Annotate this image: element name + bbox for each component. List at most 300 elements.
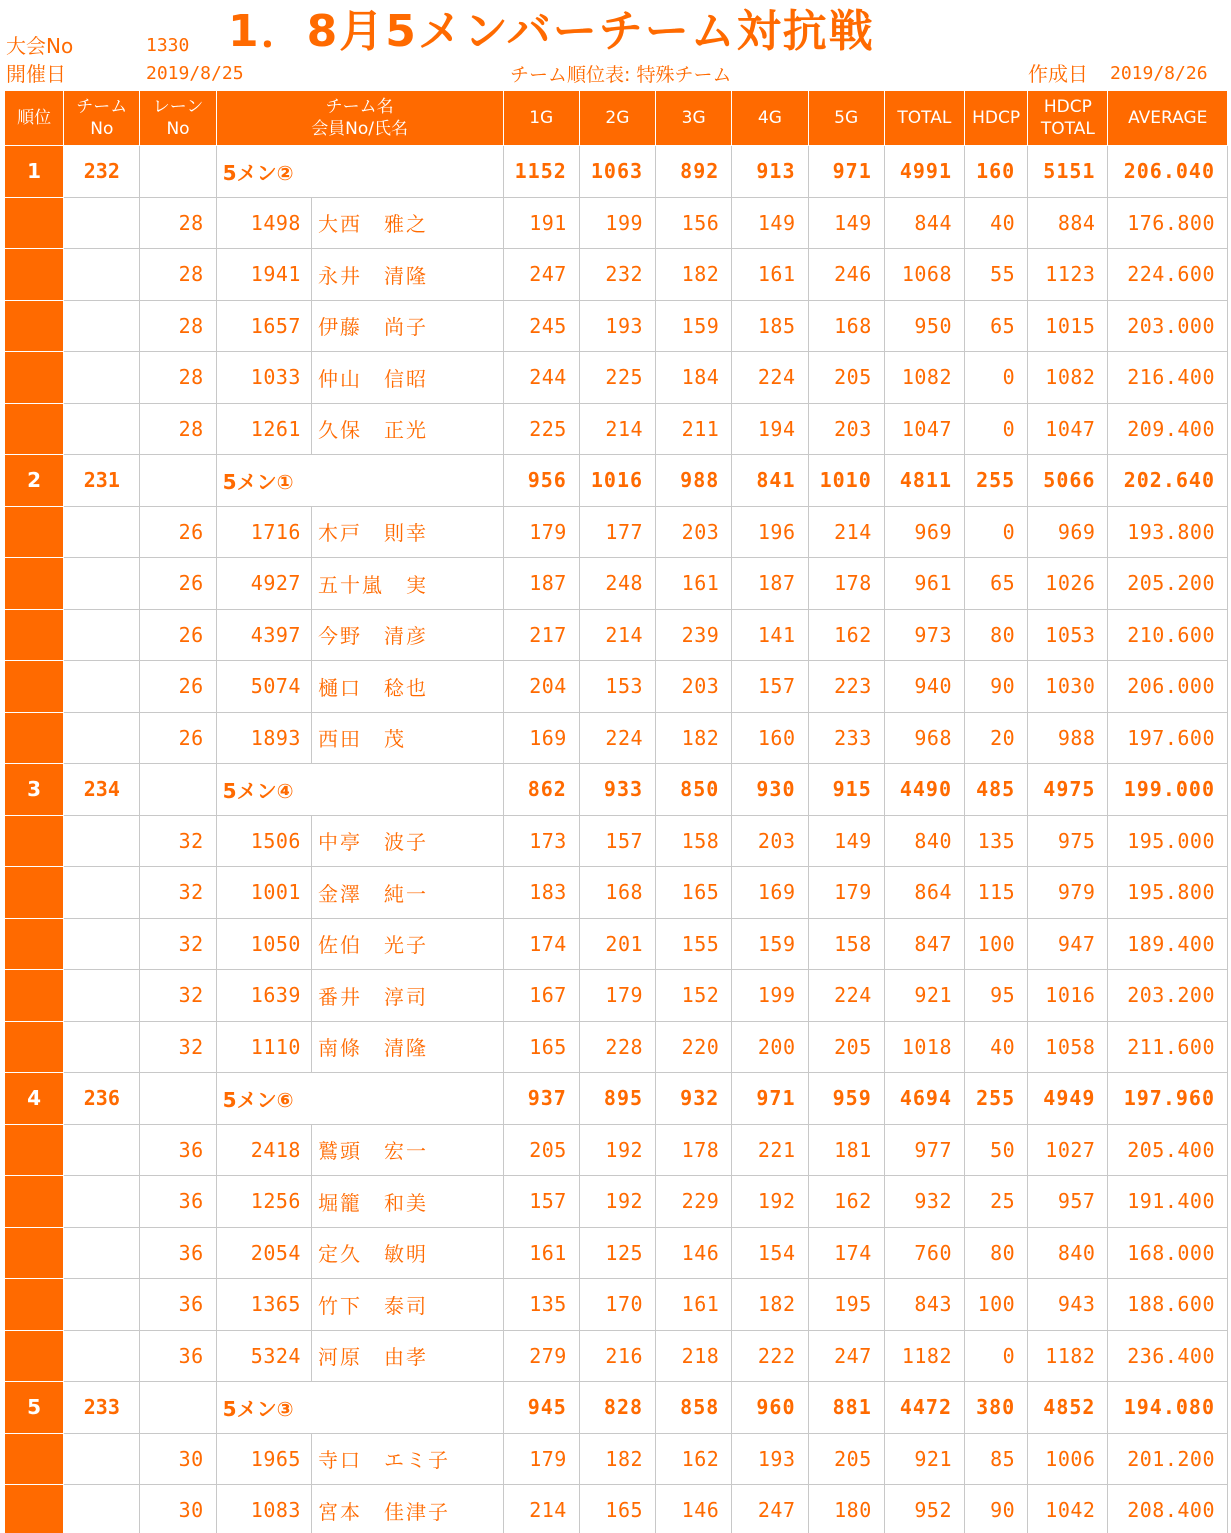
rank-cell — [5, 815, 64, 867]
hdcp-score: 0 — [965, 352, 1028, 404]
member-name: 永井 清隆 — [311, 249, 503, 301]
rank-cell — [5, 970, 64, 1022]
member-name: 宮本 佳津子 — [311, 1485, 503, 1533]
game-4-score: 960 — [732, 1382, 808, 1434]
tournament-no-label: 大会No — [6, 34, 74, 58]
game-1-score: 165 — [503, 1021, 579, 1073]
hdcp-total-score: 947 — [1028, 918, 1108, 970]
team-row — [5, 146, 1228, 198]
game-4-score: 193 — [732, 1433, 808, 1485]
game-5-score: 162 — [808, 609, 884, 661]
col-game-2: 2G — [579, 91, 655, 146]
hdcp-score: 135 — [965, 815, 1028, 867]
total-score: 1068 — [884, 249, 964, 301]
col-game-3: 3G — [656, 91, 732, 146]
game-4-score: 161 — [732, 249, 808, 301]
team-no-cell — [64, 1485, 140, 1533]
member-name: 今野 清彦 — [311, 609, 503, 661]
hdcp-total-score: 884 — [1028, 197, 1108, 249]
game-5-score: 179 — [808, 867, 884, 919]
team-no: 236 — [64, 1073, 140, 1125]
member-name: 鷲頭 宏一 — [311, 1124, 503, 1176]
member-row — [5, 1485, 1228, 1533]
lane-no: 30 — [140, 1433, 216, 1485]
average-score: 203.000 — [1108, 300, 1228, 352]
member-name: 樋口 稔也 — [311, 661, 503, 713]
average-score: 188.600 — [1108, 1279, 1228, 1331]
game-2-score: 225 — [579, 352, 655, 404]
game-5-score: 247 — [808, 1330, 884, 1382]
game-1-score: 205 — [503, 1124, 579, 1176]
total-score: 844 — [884, 197, 964, 249]
tournament-no-value: 1330 — [146, 35, 190, 56]
game-1-score: 956 — [503, 455, 579, 507]
team-no-cell — [64, 300, 140, 352]
member-row — [5, 197, 1228, 249]
member-no: 1893 — [216, 712, 311, 764]
game-3-score: 203 — [656, 661, 732, 713]
average-score: 202.640 — [1108, 455, 1228, 507]
member-name: 西田 茂 — [311, 712, 503, 764]
lane-no: 26 — [140, 506, 216, 558]
lane-no: 32 — [140, 970, 216, 1022]
team-name: 5メン⑥ — [216, 1073, 503, 1125]
lane-cell — [140, 455, 216, 507]
team-no-cell — [64, 1227, 140, 1279]
average-score: 191.400 — [1108, 1176, 1228, 1228]
lane-no: 36 — [140, 1176, 216, 1228]
member-no: 1657 — [216, 300, 311, 352]
game-1-score: 225 — [503, 403, 579, 455]
game-1-score: 1152 — [503, 146, 579, 198]
hdcp-total-score: 1026 — [1028, 558, 1108, 610]
game-1-score: 174 — [503, 918, 579, 970]
member-no: 1050 — [216, 918, 311, 970]
game-3-score: 858 — [656, 1382, 732, 1434]
team-row — [5, 1382, 1228, 1434]
member-row — [5, 661, 1228, 713]
team-no: 232 — [64, 146, 140, 198]
member-name: 番井 淳司 — [311, 970, 503, 1022]
hdcp-total-score: 5151 — [1028, 146, 1108, 198]
total-score: 952 — [884, 1485, 964, 1533]
average-score: 195.000 — [1108, 815, 1228, 867]
game-2-score: 201 — [579, 918, 655, 970]
lane-cell — [140, 1382, 216, 1434]
game-5-score: 162 — [808, 1176, 884, 1228]
game-2-score: 125 — [579, 1227, 655, 1279]
game-4-score: 930 — [732, 764, 808, 816]
member-no: 1261 — [216, 403, 311, 455]
lane-no: 28 — [140, 352, 216, 404]
member-row — [5, 506, 1228, 558]
hdcp-score: 100 — [965, 1279, 1028, 1331]
average-score: 201.200 — [1108, 1433, 1228, 1485]
game-2-score: 248 — [579, 558, 655, 610]
hdcp-score: 85 — [965, 1433, 1028, 1485]
game-3-score: 184 — [656, 352, 732, 404]
member-no: 1716 — [216, 506, 311, 558]
lane-no: 28 — [140, 197, 216, 249]
total-score: 921 — [884, 1433, 964, 1485]
game-2-score: 895 — [579, 1073, 655, 1125]
col-game-1: 1G — [503, 91, 579, 146]
member-row — [5, 1433, 1228, 1485]
hdcp-total-score: 1182 — [1028, 1330, 1108, 1382]
game-2-score: 1063 — [579, 146, 655, 198]
game-4-score: 247 — [732, 1485, 808, 1533]
rank-cell — [5, 352, 64, 404]
hdcp-total-score: 1047 — [1028, 403, 1108, 455]
lane-no: 26 — [140, 609, 216, 661]
rank-cell — [5, 403, 64, 455]
game-2-score: 192 — [579, 1124, 655, 1176]
total-score: 1182 — [884, 1330, 964, 1382]
total-score: 4490 — [884, 764, 964, 816]
held-date-label: 開催日 — [6, 62, 66, 86]
hdcp-score: 95 — [965, 970, 1028, 1022]
game-5-score: 214 — [808, 506, 884, 558]
game-3-score: 161 — [656, 1279, 732, 1331]
game-4-score: 222 — [732, 1330, 808, 1382]
hdcp-score: 0 — [965, 506, 1028, 558]
game-1-score: 217 — [503, 609, 579, 661]
game-4-score: 203 — [732, 815, 808, 867]
game-4-score: 841 — [732, 455, 808, 507]
total-score: 940 — [884, 661, 964, 713]
game-2-score: 177 — [579, 506, 655, 558]
team-no-cell — [64, 249, 140, 301]
rank-cell — [5, 1279, 64, 1331]
game-1-score: 191 — [503, 197, 579, 249]
game-4-score: 194 — [732, 403, 808, 455]
lane-no: 26 — [140, 661, 216, 713]
lane-no: 28 — [140, 300, 216, 352]
game-4-score: 157 — [732, 661, 808, 713]
game-2-score: 192 — [579, 1176, 655, 1228]
game-5-score: 149 — [808, 197, 884, 249]
game-3-score: 203 — [656, 506, 732, 558]
member-name: 堀籠 和美 — [311, 1176, 503, 1228]
report-name: チーム順位表: 特殊チーム — [510, 64, 732, 86]
game-2-score: 179 — [579, 970, 655, 1022]
rank-cell — [5, 712, 64, 764]
hdcp-total-score: 1082 — [1028, 352, 1108, 404]
member-name: 佐伯 光子 — [311, 918, 503, 970]
rank-cell: 4 — [5, 1073, 64, 1125]
game-3-score: 182 — [656, 249, 732, 301]
rank-cell — [5, 1485, 64, 1533]
game-2-score: 224 — [579, 712, 655, 764]
member-row — [5, 609, 1228, 661]
total-score: 973 — [884, 609, 964, 661]
col-hdcp: HDCP — [965, 91, 1028, 146]
lane-no: 36 — [140, 1279, 216, 1331]
game-3-score: 932 — [656, 1073, 732, 1125]
hdcp-score: 20 — [965, 712, 1028, 764]
member-no: 1639 — [216, 970, 311, 1022]
member-name: 寺口 エミ子 — [311, 1433, 503, 1485]
game-5-score: 178 — [808, 558, 884, 610]
member-no: 1256 — [216, 1176, 311, 1228]
hdcp-score: 485 — [965, 764, 1028, 816]
team-no-cell — [64, 403, 140, 455]
member-no: 2418 — [216, 1124, 311, 1176]
team-name: 5メン② — [216, 146, 503, 198]
member-row — [5, 249, 1228, 301]
lane-no: 32 — [140, 1021, 216, 1073]
rank-cell — [5, 300, 64, 352]
total-score: 932 — [884, 1176, 964, 1228]
average-score: 210.600 — [1108, 609, 1228, 661]
total-score: 921 — [884, 970, 964, 1022]
game-5-score: 971 — [808, 146, 884, 198]
game-2-score: 193 — [579, 300, 655, 352]
team-no-cell — [64, 506, 140, 558]
rank-cell — [5, 918, 64, 970]
game-2-score: 168 — [579, 867, 655, 919]
lane-no: 28 — [140, 249, 216, 301]
game-5-score: 149 — [808, 815, 884, 867]
game-4-score: 199 — [732, 970, 808, 1022]
lane-no: 32 — [140, 918, 216, 970]
game-3-score: 146 — [656, 1485, 732, 1533]
col-average: AVERAGE — [1108, 91, 1228, 146]
hdcp-total-score: 1016 — [1028, 970, 1108, 1022]
game-1-score: 945 — [503, 1382, 579, 1434]
hdcp-score: 380 — [965, 1382, 1028, 1434]
game-5-score: 205 — [808, 352, 884, 404]
average-score: 168.000 — [1108, 1227, 1228, 1279]
rank-cell — [5, 1124, 64, 1176]
total-score: 961 — [884, 558, 964, 610]
game-4-score: 971 — [732, 1073, 808, 1125]
team-no-cell — [64, 1433, 140, 1485]
total-score: 760 — [884, 1227, 964, 1279]
game-1-score: 862 — [503, 764, 579, 816]
team-ranking-table — [4, 90, 1228, 1533]
game-3-score: 239 — [656, 609, 732, 661]
rank-cell: 1 — [5, 146, 64, 198]
game-4-score: 187 — [732, 558, 808, 610]
average-score: 224.600 — [1108, 249, 1228, 301]
member-name: 五十嵐 実 — [311, 558, 503, 610]
member-no: 1001 — [216, 867, 311, 919]
hdcp-total-score: 4852 — [1028, 1382, 1108, 1434]
hdcp-score: 80 — [965, 609, 1028, 661]
total-score: 847 — [884, 918, 964, 970]
game-1-score: 157 — [503, 1176, 579, 1228]
game-3-score: 152 — [656, 970, 732, 1022]
hdcp-score: 55 — [965, 249, 1028, 301]
member-no: 5324 — [216, 1330, 311, 1382]
team-row — [5, 1073, 1228, 1125]
game-5-score: 174 — [808, 1227, 884, 1279]
member-no: 1965 — [216, 1433, 311, 1485]
rank-cell: 3 — [5, 764, 64, 816]
total-score: 969 — [884, 506, 964, 558]
game-1-score: 937 — [503, 1073, 579, 1125]
team-row — [5, 764, 1228, 816]
hdcp-score: 255 — [965, 1073, 1028, 1125]
team-no-cell — [64, 661, 140, 713]
total-score: 840 — [884, 815, 964, 867]
total-score: 1047 — [884, 403, 964, 455]
member-no: 4927 — [216, 558, 311, 610]
rank-cell: 5 — [5, 1382, 64, 1434]
hdcp-total-score: 840 — [1028, 1227, 1108, 1279]
average-score: 199.000 — [1108, 764, 1228, 816]
game-2-score: 933 — [579, 764, 655, 816]
game-1-score: 183 — [503, 867, 579, 919]
hdcp-score: 160 — [965, 146, 1028, 198]
game-2-score: 214 — [579, 609, 655, 661]
game-3-score: 161 — [656, 558, 732, 610]
game-3-score: 146 — [656, 1227, 732, 1279]
member-name: 竹下 泰司 — [311, 1279, 503, 1331]
hdcp-total-score: 4975 — [1028, 764, 1108, 816]
game-3-score: 182 — [656, 712, 732, 764]
game-3-score: 158 — [656, 815, 732, 867]
team-no-cell — [64, 352, 140, 404]
game-1-score: 169 — [503, 712, 579, 764]
game-5-score: 203 — [808, 403, 884, 455]
rank-cell — [5, 661, 64, 713]
hdcp-total-score: 1042 — [1028, 1485, 1108, 1533]
rank-cell — [5, 1433, 64, 1485]
game-3-score: 892 — [656, 146, 732, 198]
hdcp-total-score: 988 — [1028, 712, 1108, 764]
game-2-score: 170 — [579, 1279, 655, 1331]
average-score: 197.960 — [1108, 1073, 1228, 1125]
game-3-score: 162 — [656, 1433, 732, 1485]
total-score: 4694 — [884, 1073, 964, 1125]
game-4-score: 185 — [732, 300, 808, 352]
team-row — [5, 455, 1228, 507]
team-no-cell — [64, 1330, 140, 1382]
game-4-score: 192 — [732, 1176, 808, 1228]
col-rank: 順位 — [5, 91, 64, 146]
game-1-score: 187 — [503, 558, 579, 610]
rank-cell — [5, 197, 64, 249]
member-row — [5, 815, 1228, 867]
game-2-score: 1016 — [579, 455, 655, 507]
rank-cell: 2 — [5, 455, 64, 507]
total-score: 4811 — [884, 455, 964, 507]
hdcp-score: 115 — [965, 867, 1028, 919]
created-date-label: 作成日 — [1028, 62, 1088, 86]
game-3-score: 155 — [656, 918, 732, 970]
average-score: 194.080 — [1108, 1382, 1228, 1434]
total-score: 864 — [884, 867, 964, 919]
average-score: 197.600 — [1108, 712, 1228, 764]
member-row — [5, 300, 1228, 352]
rank-cell — [5, 249, 64, 301]
hdcp-score: 100 — [965, 918, 1028, 970]
member-row — [5, 970, 1228, 1022]
game-2-score: 153 — [579, 661, 655, 713]
average-score: 193.800 — [1108, 506, 1228, 558]
game-1-score: 173 — [503, 815, 579, 867]
hdcp-total-score: 1053 — [1028, 609, 1108, 661]
member-no: 1506 — [216, 815, 311, 867]
game-1-score: 161 — [503, 1227, 579, 1279]
col-game-5: 5G — [808, 91, 884, 146]
member-row — [5, 1124, 1228, 1176]
game-2-score: 828 — [579, 1382, 655, 1434]
game-4-score: 196 — [732, 506, 808, 558]
member-name: 伊藤 尚子 — [311, 300, 503, 352]
member-row — [5, 712, 1228, 764]
lane-no: 36 — [140, 1227, 216, 1279]
hdcp-total-score: 5066 — [1028, 455, 1108, 507]
game-5-score: 195 — [808, 1279, 884, 1331]
team-name: 5メン① — [216, 455, 503, 507]
game-5-score: 180 — [808, 1485, 884, 1533]
lane-no: 36 — [140, 1330, 216, 1382]
lane-no: 26 — [140, 712, 216, 764]
hdcp-total-score: 1006 — [1028, 1433, 1108, 1485]
team-no: 234 — [64, 764, 140, 816]
lane-cell — [140, 764, 216, 816]
game-5-score: 233 — [808, 712, 884, 764]
col-total: TOTAL — [884, 91, 964, 146]
average-score: 189.400 — [1108, 918, 1228, 970]
member-row — [5, 558, 1228, 610]
game-2-score: 157 — [579, 815, 655, 867]
hdcp-score: 0 — [965, 403, 1028, 455]
col-hdcp-total: HDCP TOTAL — [1028, 91, 1108, 146]
member-name: 金澤 純一 — [311, 867, 503, 919]
hdcp-total-score: 1030 — [1028, 661, 1108, 713]
team-no-cell — [64, 1021, 140, 1073]
member-no: 4397 — [216, 609, 311, 661]
team-no-cell — [64, 867, 140, 919]
hdcp-total-score: 979 — [1028, 867, 1108, 919]
game-3-score: 218 — [656, 1330, 732, 1382]
game-4-score: 200 — [732, 1021, 808, 1073]
rank-cell — [5, 867, 64, 919]
hdcp-score: 65 — [965, 300, 1028, 352]
total-score: 4991 — [884, 146, 964, 198]
member-row — [5, 1279, 1228, 1331]
member-name: 中亭 波子 — [311, 815, 503, 867]
game-3-score: 165 — [656, 867, 732, 919]
average-score: 209.400 — [1108, 403, 1228, 455]
member-no: 2054 — [216, 1227, 311, 1279]
team-no-cell — [64, 918, 140, 970]
game-3-score: 211 — [656, 403, 732, 455]
hdcp-score: 40 — [965, 197, 1028, 249]
team-no-cell — [64, 197, 140, 249]
game-4-score: 160 — [732, 712, 808, 764]
hdcp-total-score: 1058 — [1028, 1021, 1108, 1073]
total-score: 843 — [884, 1279, 964, 1331]
game-5-score: 181 — [808, 1124, 884, 1176]
game-1-score: 245 — [503, 300, 579, 352]
member-row — [5, 1021, 1228, 1073]
team-no-cell — [64, 815, 140, 867]
game-4-score: 159 — [732, 918, 808, 970]
game-3-score: 156 — [656, 197, 732, 249]
member-name: 木戸 則幸 — [311, 506, 503, 558]
game-4-score: 913 — [732, 146, 808, 198]
game-3-score: 229 — [656, 1176, 732, 1228]
hdcp-score: 0 — [965, 1330, 1028, 1382]
hdcp-score: 90 — [965, 661, 1028, 713]
game-4-score: 149 — [732, 197, 808, 249]
average-score: 211.600 — [1108, 1021, 1228, 1073]
